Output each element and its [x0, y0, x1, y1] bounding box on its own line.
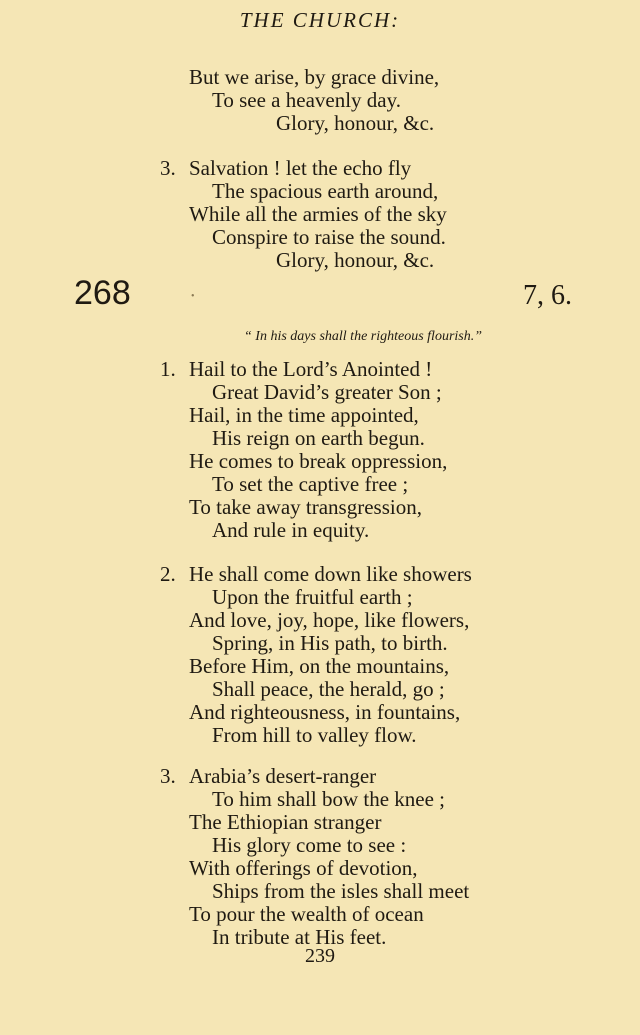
divider-dot: • — [191, 291, 195, 302]
verse-number: 1. — [160, 357, 176, 381]
verse-number: 3. — [160, 764, 176, 788]
verse-line: His glory come to see : — [212, 833, 407, 857]
verse-line: Great David’s greater Son ; — [212, 380, 442, 404]
verse-line: Upon the fruitful earth ; — [212, 585, 413, 609]
verse-line: To see a heavenly day. — [212, 88, 401, 112]
page-number: 239 — [305, 945, 335, 967]
verse-number: 3. — [160, 156, 176, 180]
running-header: THE CHURCH: — [239, 8, 401, 32]
hymn-meter: 7, 6. — [523, 280, 572, 311]
verse-line: Hail to the Lord’s Anointed ! — [189, 357, 433, 381]
verse-line: Spring, in His path, to birth. — [212, 631, 448, 655]
verse-line: The Ethiopian stranger — [189, 810, 382, 834]
verse-line: To pour the wealth of ocean — [189, 902, 424, 926]
epigraph: “ In his days shall the righteous flourish.” — [244, 329, 483, 344]
verse-line: Conspire to raise the sound. — [212, 225, 446, 249]
verse-line: While all the armies of the sky — [189, 202, 447, 226]
refrain-line: Glory, honour, &c. — [276, 248, 435, 272]
verse-line: To him shall bow the knee ; — [212, 787, 445, 811]
verse-line: He comes to break oppression, — [189, 449, 448, 473]
verse-line: He shall come down like showers — [189, 562, 472, 586]
verse-number: 2. — [160, 562, 176, 586]
verse-line: The spacious earth around, — [212, 179, 439, 203]
verse-line: Hail, in the time appointed, — [189, 403, 419, 427]
refrain-line: Glory, honour, &c. — [276, 111, 435, 135]
verse-line: To take away transgression, — [189, 495, 422, 519]
verse-line: Shall peace, the herald, go ; — [212, 677, 445, 701]
verse-line: Arabia’s desert-ranger — [189, 764, 377, 788]
verse-line: And righteousness, in fountains, — [189, 700, 461, 724]
verse-line: But we arise, by grace divine, — [189, 65, 440, 89]
verse-line: And rule in equity. — [212, 518, 370, 542]
verse-line: With offerings of devotion, — [189, 856, 418, 880]
verse-line: To set the captive free ; — [212, 472, 409, 496]
hymn-number: 268 — [74, 274, 131, 312]
verse-line: And love, joy, hope, like flowers, — [189, 608, 470, 632]
verse-line: His reign on earth begun. — [212, 426, 425, 450]
verse-line: In tribute at His feet. — [212, 925, 387, 949]
verse-line: Salvation ! let the echo fly — [189, 156, 412, 180]
verse-line: Before Him, on the mountains, — [189, 654, 450, 678]
verse-line: From hill to valley flow. — [212, 723, 417, 747]
verse-line: Ships from the isles shall meet — [212, 879, 470, 903]
